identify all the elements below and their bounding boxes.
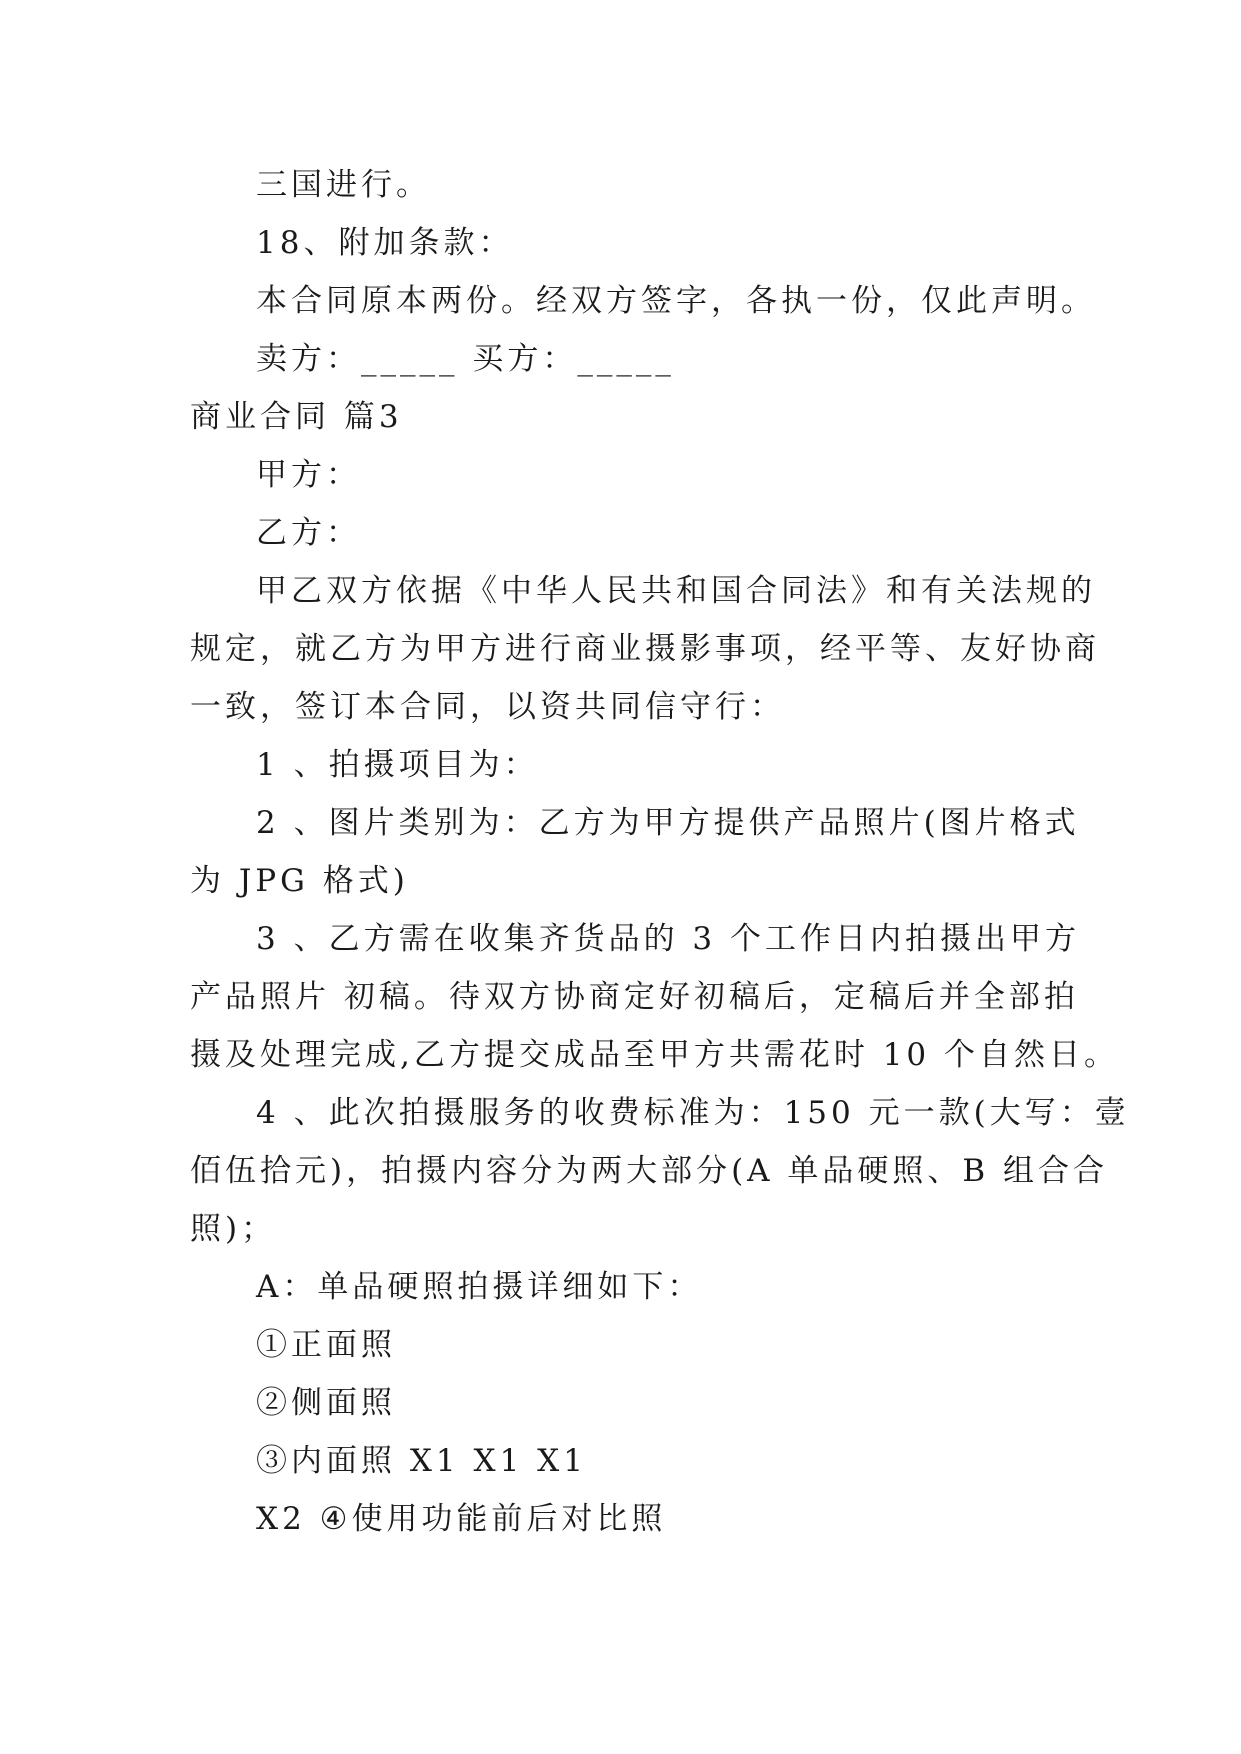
- party-b-label: 乙方：: [256, 515, 361, 551]
- paragraph-line: 照)；: [190, 1211, 277, 1247]
- section-title: 商业合同 篇3: [190, 399, 403, 435]
- list-item: X2 ④使用功能前后对比照: [256, 1501, 667, 1537]
- list-item: ③内面照 X1 X1 X1: [256, 1443, 587, 1479]
- paragraph-line: 一致，签订本合同，以资共同信守行：: [190, 689, 785, 725]
- sub-heading: A：单品硬照拍摄详细如下：: [256, 1269, 703, 1305]
- paragraph-line: 佰伍拾元)，拍摄内容分为两大部分(A 单品硬照、B 组合合: [190, 1153, 1109, 1189]
- list-item: ②侧面照: [256, 1385, 396, 1421]
- paragraph-line: 产品照片 初稿。待双方协商定好初稿后，定稿后并全部拍: [190, 979, 1079, 1015]
- clause-item: 4 、此次拍摄服务的收费标准为：150 元一款(大写：壹: [256, 1095, 1130, 1131]
- clause-item: 3 、乙方需在收集齐货品的 3 个工作日内拍摄出甲方: [256, 921, 1081, 957]
- signature-line: 卖方：_____ 买方：_____: [256, 341, 675, 377]
- paragraph-line: 本合同原本两份。经双方签字，各执一份，仅此声明。: [256, 283, 1096, 319]
- list-item: ①正面照: [256, 1327, 396, 1363]
- paragraph-line: 甲乙双方依据《中华人民共和国合同法》和有关法规的: [256, 573, 1096, 609]
- paragraph-line: 三国进行。: [256, 167, 431, 203]
- paragraph-line: 为 JPG 格式): [190, 863, 409, 899]
- clause-item: 2 、图片类别为：乙方为甲方提供产品照片(图片格式: [256, 805, 1080, 841]
- paragraph-line: 摄及处理完成,乙方提交成品至甲方共需花时 10 个自然日。: [190, 1037, 1120, 1073]
- clause-heading: 18、附加条款：: [256, 225, 514, 261]
- party-a-label: 甲方：: [256, 457, 361, 493]
- clause-item: 1 、拍摄项目为：: [256, 747, 539, 783]
- paragraph-line: 规定，就乙方为甲方进行商业摄影事项，经平等、友好协商: [190, 631, 1100, 667]
